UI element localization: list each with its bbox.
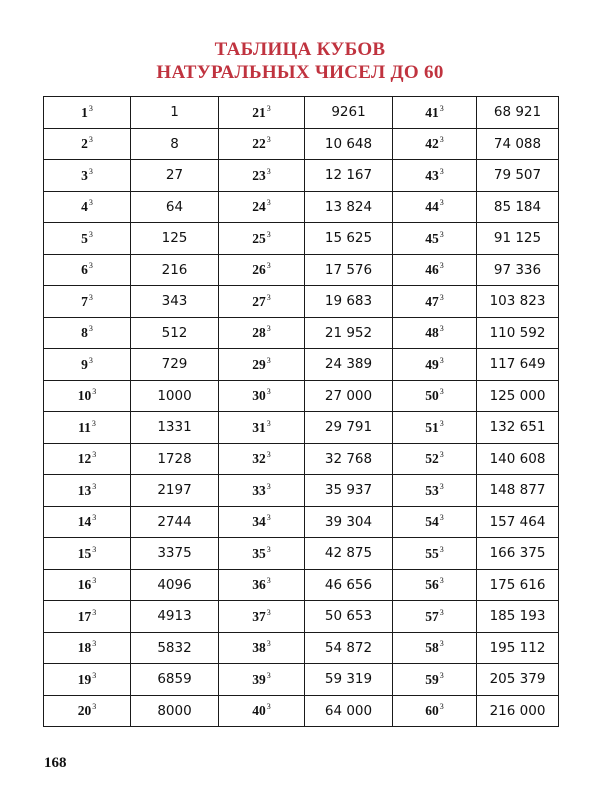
base-number: 56	[425, 577, 439, 593]
cube-value-cell: 2197	[131, 475, 219, 507]
exponent: 3	[88, 166, 93, 176]
base-number: 37	[252, 608, 266, 624]
table-row	[44, 664, 559, 696]
cube-value-cell: 68 921	[477, 97, 559, 129]
base-cell	[44, 664, 131, 696]
cube-value-cell: 148 877	[477, 475, 559, 507]
base-cell	[219, 601, 305, 633]
cube-value-cell: 27	[131, 160, 219, 192]
exponent: 3	[266, 166, 271, 176]
exponent: 3	[92, 702, 97, 712]
exponent: 3	[88, 229, 93, 239]
page-number: 168	[44, 755, 67, 771]
base-cell	[44, 160, 131, 192]
base-number: 59	[425, 671, 439, 687]
cube-value-cell: 166 375	[477, 538, 559, 570]
cube-value-cell: 1331	[131, 412, 219, 444]
base-cell	[393, 601, 477, 633]
cube-value-cell: 15 625	[305, 223, 393, 255]
table-row	[44, 97, 559, 129]
cube-value-cell: 4913	[131, 601, 219, 633]
exponent: 3	[266, 103, 271, 113]
base-number: 2	[81, 136, 88, 152]
base-cell	[393, 380, 477, 412]
base-cell	[44, 349, 131, 381]
cube-value-cell: 59 319	[305, 664, 393, 696]
exponent: 3	[88, 103, 93, 113]
exponent: 3	[266, 607, 271, 617]
exponent: 3	[439, 544, 444, 554]
base-number: 60	[425, 703, 439, 719]
table-row	[44, 223, 559, 255]
exponent: 3	[439, 261, 444, 271]
base-cell	[393, 506, 477, 538]
cube-value-cell: 13 824	[305, 191, 393, 223]
exponent: 3	[439, 702, 444, 712]
base-number: 23	[252, 167, 266, 183]
base-number: 36	[252, 577, 266, 593]
base-cell	[219, 664, 305, 696]
cube-value-cell: 117 649	[477, 349, 559, 381]
exponent: 3	[92, 670, 97, 680]
base-cell	[219, 695, 305, 727]
base-cell	[393, 191, 477, 223]
exponent: 3	[92, 607, 97, 617]
base-number: 19	[77, 671, 92, 687]
base-number: 47	[425, 293, 439, 309]
base-cell	[44, 569, 131, 601]
exponent: 3	[439, 513, 444, 523]
cube-value-cell: 512	[131, 317, 219, 349]
base-cell	[44, 317, 131, 349]
base-cell	[44, 412, 131, 444]
base-cell	[44, 695, 131, 727]
table-row	[44, 475, 559, 507]
base-cell	[393, 254, 477, 286]
cube-value-cell: 97 336	[477, 254, 559, 286]
base-cell	[393, 632, 477, 664]
base-cell	[219, 475, 305, 507]
base-number: 27	[252, 293, 266, 309]
cube-value-cell: 5832	[131, 632, 219, 664]
base-number: 15	[77, 545, 92, 561]
cube-value-cell: 24 389	[305, 349, 393, 381]
cube-value-cell: 2744	[131, 506, 219, 538]
base-number: 17	[77, 608, 92, 624]
exponent: 3	[92, 450, 97, 460]
base-cell	[393, 223, 477, 255]
base-cell	[219, 191, 305, 223]
base-number: 13	[77, 482, 92, 498]
exponent: 3	[266, 229, 271, 239]
base-number: 55	[425, 545, 439, 561]
cube-value-cell: 1728	[131, 443, 219, 475]
base-cell	[44, 632, 131, 664]
exponent: 3	[92, 481, 97, 491]
cube-value-cell: 91 125	[477, 223, 559, 255]
base-cell	[219, 254, 305, 286]
cube-value-cell: 29 791	[305, 412, 393, 444]
base-cell	[44, 128, 131, 160]
base-cell	[393, 569, 477, 601]
table-row	[44, 538, 559, 570]
cube-value-cell: 19 683	[305, 286, 393, 318]
cube-value-cell: 27 000	[305, 380, 393, 412]
base-number: 57	[425, 608, 439, 624]
page-title	[0, 38, 600, 84]
base-number: 54	[425, 514, 439, 530]
base-number: 38	[252, 640, 266, 656]
cube-value-cell: 4096	[131, 569, 219, 601]
base-number: 26	[252, 262, 266, 278]
cube-value-cell: 157 464	[477, 506, 559, 538]
exponent: 3	[439, 576, 444, 586]
cube-value-cell: 50 653	[305, 601, 393, 633]
base-number: 39	[252, 671, 266, 687]
base-cell	[44, 191, 131, 223]
base-cell	[393, 695, 477, 727]
base-number: 10	[77, 388, 92, 404]
base-cell	[219, 286, 305, 318]
cube-value-cell: 175 616	[477, 569, 559, 601]
cubes-table-body	[44, 97, 559, 727]
table-row	[44, 349, 559, 381]
exponent: 3	[266, 135, 271, 145]
base-cell	[393, 443, 477, 475]
table-row	[44, 506, 559, 538]
cube-value-cell: 12 167	[305, 160, 393, 192]
cube-value-cell: 46 656	[305, 569, 393, 601]
base-number: 29	[252, 356, 266, 372]
cube-value-cell: 1000	[131, 380, 219, 412]
base-cell	[44, 254, 131, 286]
base-number: 21	[252, 104, 266, 120]
base-cell	[44, 601, 131, 633]
base-number: 28	[252, 325, 266, 341]
base-cell	[44, 97, 131, 129]
cube-value-cell: 39 304	[305, 506, 393, 538]
exponent: 3	[439, 355, 444, 365]
base-cell	[393, 286, 477, 318]
base-cell	[219, 632, 305, 664]
base-number: 30	[252, 388, 266, 404]
table-row	[44, 191, 559, 223]
cube-value-cell: 140 608	[477, 443, 559, 475]
exponent: 3	[266, 261, 271, 271]
cube-value-cell: 17 576	[305, 254, 393, 286]
base-number: 24	[252, 199, 266, 215]
base-cell	[219, 97, 305, 129]
base-cell	[393, 538, 477, 570]
base-number: 5	[81, 230, 88, 246]
exponent: 3	[439, 418, 444, 428]
cube-value-cell: 110 592	[477, 317, 559, 349]
base-number: 51	[425, 419, 439, 435]
cube-value-cell: 64 000	[305, 695, 393, 727]
base-cell	[44, 223, 131, 255]
base-cell	[219, 506, 305, 538]
exponent: 3	[88, 198, 93, 208]
base-cell	[44, 380, 131, 412]
base-cell	[393, 128, 477, 160]
base-cell	[219, 412, 305, 444]
cube-value-cell: 64	[131, 191, 219, 223]
cube-value-cell: 103 823	[477, 286, 559, 318]
base-cell	[219, 160, 305, 192]
exponent: 3	[266, 355, 271, 365]
base-number: 52	[425, 451, 439, 467]
base-number: 12	[77, 451, 92, 467]
exponent: 3	[439, 387, 444, 397]
base-number: 25	[252, 230, 266, 246]
exponent: 3	[88, 261, 93, 271]
exponent: 3	[266, 513, 271, 523]
base-cell	[393, 475, 477, 507]
cube-value-cell: 74 088	[477, 128, 559, 160]
cube-value-cell: 10 648	[305, 128, 393, 160]
cube-value-cell: 79 507	[477, 160, 559, 192]
cube-value-cell: 216 000	[477, 695, 559, 727]
exponent: 3	[439, 292, 444, 302]
base-number: 11	[78, 419, 91, 435]
exponent: 3	[266, 702, 271, 712]
base-number: 49	[425, 356, 439, 372]
exponent: 3	[439, 670, 444, 680]
base-number: 48	[425, 325, 439, 341]
table-row	[44, 443, 559, 475]
table-row	[44, 317, 559, 349]
cube-value-cell: 3375	[131, 538, 219, 570]
cube-value-cell: 21 952	[305, 317, 393, 349]
table-row	[44, 569, 559, 601]
table-row	[44, 412, 559, 444]
base-number: 44	[425, 199, 439, 215]
cube-value-cell: 195 112	[477, 632, 559, 664]
base-number: 42	[425, 136, 439, 152]
exponent: 3	[439, 103, 444, 113]
table-row	[44, 160, 559, 192]
exponent: 3	[92, 387, 97, 397]
cube-value-cell: 42 875	[305, 538, 393, 570]
base-cell	[44, 443, 131, 475]
exponent: 3	[439, 135, 444, 145]
cubes-table	[43, 96, 559, 727]
exponent: 3	[88, 135, 93, 145]
exponent: 3	[439, 229, 444, 239]
exponent: 3	[439, 481, 444, 491]
base-cell	[219, 317, 305, 349]
exponent: 3	[439, 639, 444, 649]
exponent: 3	[92, 576, 97, 586]
base-cell	[44, 538, 131, 570]
table-row	[44, 380, 559, 412]
title-line-2: НАТУРАЛЬНЫХ ЧИСЕЛ ДО 60	[156, 62, 444, 83]
table-row	[44, 254, 559, 286]
base-number: 7	[81, 293, 88, 309]
base-cell	[44, 475, 131, 507]
base-number: 16	[77, 577, 92, 593]
cube-value-cell: 35 937	[305, 475, 393, 507]
base-cell	[219, 128, 305, 160]
base-number: 3	[81, 167, 88, 183]
base-number: 35	[252, 545, 266, 561]
base-number: 18	[77, 640, 92, 656]
cube-value-cell: 1	[131, 97, 219, 129]
base-cell	[393, 412, 477, 444]
base-cell	[44, 506, 131, 538]
base-cell	[219, 223, 305, 255]
base-number: 53	[425, 482, 439, 498]
base-number: 40	[252, 703, 266, 719]
base-number: 32	[252, 451, 266, 467]
base-cell	[219, 569, 305, 601]
base-cell	[393, 664, 477, 696]
exponent: 3	[92, 639, 97, 649]
base-number: 9	[81, 356, 88, 372]
base-cell	[219, 380, 305, 412]
exponent: 3	[266, 387, 271, 397]
cube-value-cell: 85 184	[477, 191, 559, 223]
cube-value-cell: 8000	[131, 695, 219, 727]
base-number: 4	[81, 199, 88, 215]
cube-value-cell: 6859	[131, 664, 219, 696]
cube-value-cell: 125	[131, 223, 219, 255]
exponent: 3	[88, 324, 93, 334]
cube-value-cell: 8	[131, 128, 219, 160]
base-cell	[219, 538, 305, 570]
exponent: 3	[92, 513, 97, 523]
exponent: 3	[266, 481, 271, 491]
exponent: 3	[266, 198, 271, 208]
base-number: 46	[425, 262, 439, 278]
base-number: 45	[425, 230, 439, 246]
base-number: 14	[77, 514, 92, 530]
exponent: 3	[266, 450, 271, 460]
cube-value-cell: 185 193	[477, 601, 559, 633]
exponent: 3	[439, 607, 444, 617]
cube-value-cell: 54 872	[305, 632, 393, 664]
exponent: 3	[91, 418, 96, 428]
base-cell	[393, 349, 477, 381]
base-cell	[219, 443, 305, 475]
exponent: 3	[439, 198, 444, 208]
table-row	[44, 286, 559, 318]
cube-value-cell: 729	[131, 349, 219, 381]
base-cell	[393, 97, 477, 129]
title-line-1: ТАБЛИЦА КУБОВ	[214, 39, 386, 60]
exponent: 3	[92, 544, 97, 554]
exponent: 3	[266, 292, 271, 302]
exponent: 3	[88, 292, 93, 302]
exponent: 3	[266, 576, 271, 586]
table-row	[44, 128, 559, 160]
base-number: 31	[252, 419, 266, 435]
exponent: 3	[88, 355, 93, 365]
exponent: 3	[439, 450, 444, 460]
cube-value-cell: 9261	[305, 97, 393, 129]
cube-value-cell: 205 379	[477, 664, 559, 696]
exponent: 3	[266, 544, 271, 554]
base-number: 34	[252, 514, 266, 530]
cube-value-cell: 32 768	[305, 443, 393, 475]
exponent: 3	[266, 670, 271, 680]
exponent: 3	[266, 418, 271, 428]
cube-value-cell: 216	[131, 254, 219, 286]
base-number: 58	[425, 640, 439, 656]
base-number: 1	[81, 104, 88, 120]
base-cell	[219, 349, 305, 381]
base-cell	[393, 317, 477, 349]
cube-value-cell: 125 000	[477, 380, 559, 412]
exponent: 3	[266, 639, 271, 649]
base-number: 33	[252, 482, 266, 498]
table-row	[44, 601, 559, 633]
exponent: 3	[266, 324, 271, 334]
exponent: 3	[439, 166, 444, 176]
table-row	[44, 695, 559, 727]
base-number: 22	[252, 136, 266, 152]
base-number: 41	[425, 104, 439, 120]
cube-value-cell: 343	[131, 286, 219, 318]
base-number: 6	[81, 262, 88, 278]
base-number: 43	[425, 167, 439, 183]
base-number: 20	[77, 703, 92, 719]
base-cell	[44, 286, 131, 318]
cube-value-cell: 132 651	[477, 412, 559, 444]
table-row	[44, 632, 559, 664]
base-number: 8	[81, 325, 88, 341]
base-cell	[393, 160, 477, 192]
exponent: 3	[439, 324, 444, 334]
base-number: 50	[425, 388, 439, 404]
